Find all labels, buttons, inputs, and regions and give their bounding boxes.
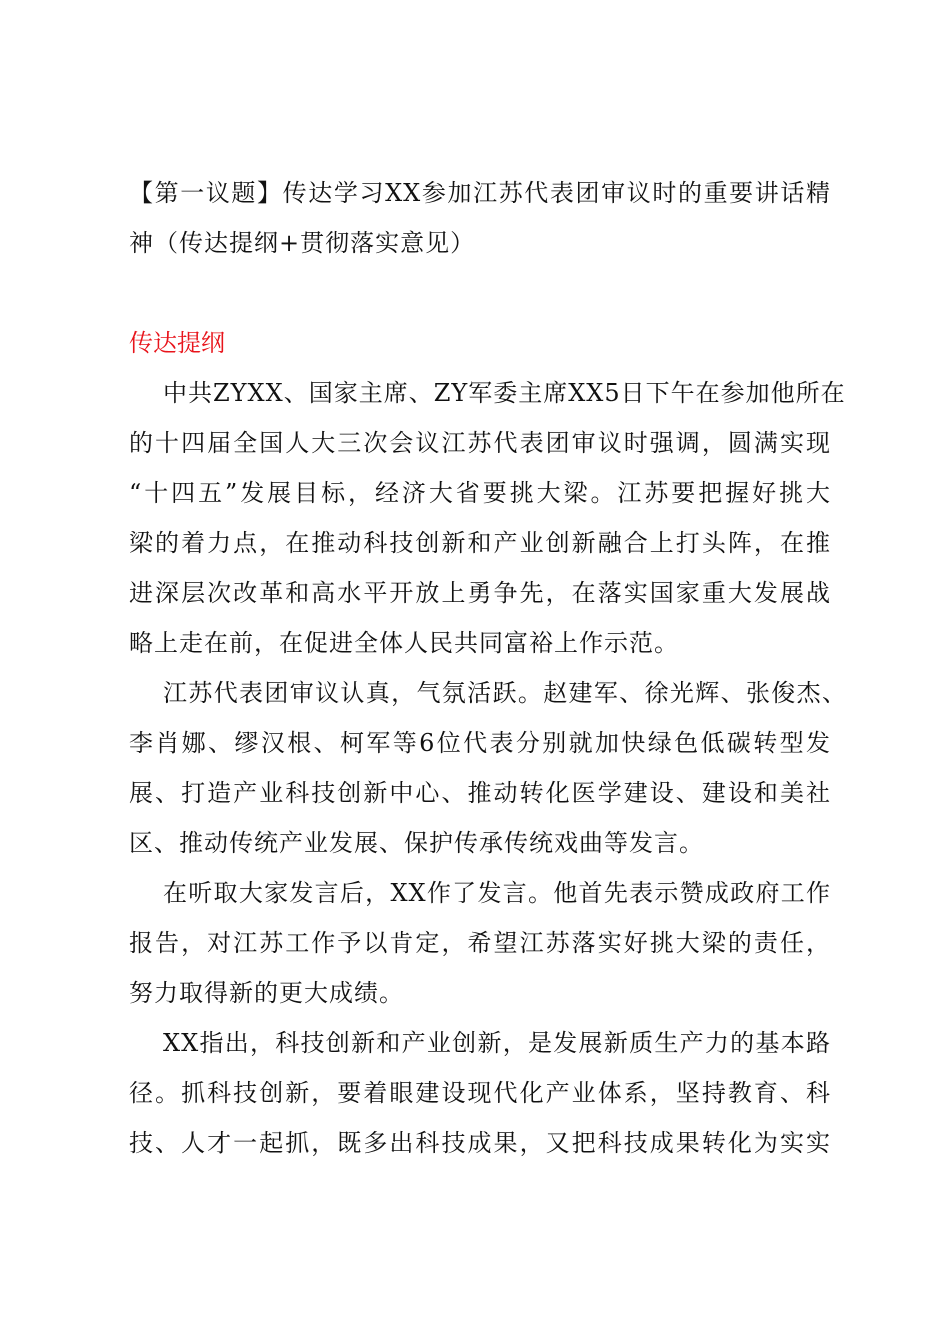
paragraph-line: 进深层次改革和高水平开放上勇争先，在落实国家重大发展战 <box>129 579 831 607</box>
paragraph-line: XX指出，科技创新和产业创新，是发展新质生产力的基本路 <box>163 1029 831 1057</box>
paragraph <box>129 368 846 668</box>
paragraph-line: 梁的着力点，在推动科技创新和产业创新融合上打头阵，在推 <box>129 529 831 557</box>
paragraph-line: 报告，对江苏工作予以肯定，希望江苏落实好挑大梁的责任， <box>129 929 831 957</box>
paragraph <box>129 668 847 868</box>
paragraph-line: 展、打造产业科技创新中心、推动转化医学建设、建设和美社 <box>129 779 831 807</box>
paragraph-line: 径。抓科技创新，要着眼建设现代化产业体系，坚持教育、科 <box>129 1079 831 1107</box>
section-heading: 传达提纲 <box>129 329 225 357</box>
paragraph-line: 中共ZYXX、国家主席、ZY军委主席XX5日下午在参加他所在 <box>163 379 846 407</box>
document-title <box>129 168 831 268</box>
paragraph-line: 技、人才一起抓，既多出科技成果，又把科技成果转化为实实 <box>129 1129 831 1157</box>
paragraph-line: 江苏代表团审议认真，气氛活跃。赵建军、徐光辉、张俊杰、 <box>163 679 847 707</box>
paragraph-line: 努力取得新的更大成绩。 <box>129 979 404 1007</box>
spacer <box>129 268 831 318</box>
paragraph-line: 略上走在前，在促进全体人民共同富裕上作示范。 <box>129 629 679 657</box>
document-page <box>129 168 847 1168</box>
paragraph <box>129 868 831 1018</box>
paragraph-line: 的十四届全国人大三次会议江苏代表团审议时强调，圆满实现 <box>129 429 831 457</box>
title-line: 【第一议题】传达学习XX参加江苏代表团审议时的重要讲话精 <box>129 179 831 207</box>
paragraph-line: 在听取大家发言后，XX作了发言。他首先表示赞成政府工作 <box>163 879 831 907</box>
paragraph <box>129 1018 831 1168</box>
title-line: 神（传达提纲+贯彻落实意见） <box>129 229 476 257</box>
paragraph-line: 区、推动传统产业发展、保护传承传统戏曲等发言。 <box>129 829 704 857</box>
paragraph-line: “十四五”发展目标，经济大省要挑大梁。江苏要把握好挑大 <box>129 479 831 507</box>
paragraph-line: 李肖娜、缪汉根、柯军等6位代表分别就加快绿色低碳转型发 <box>129 729 831 757</box>
